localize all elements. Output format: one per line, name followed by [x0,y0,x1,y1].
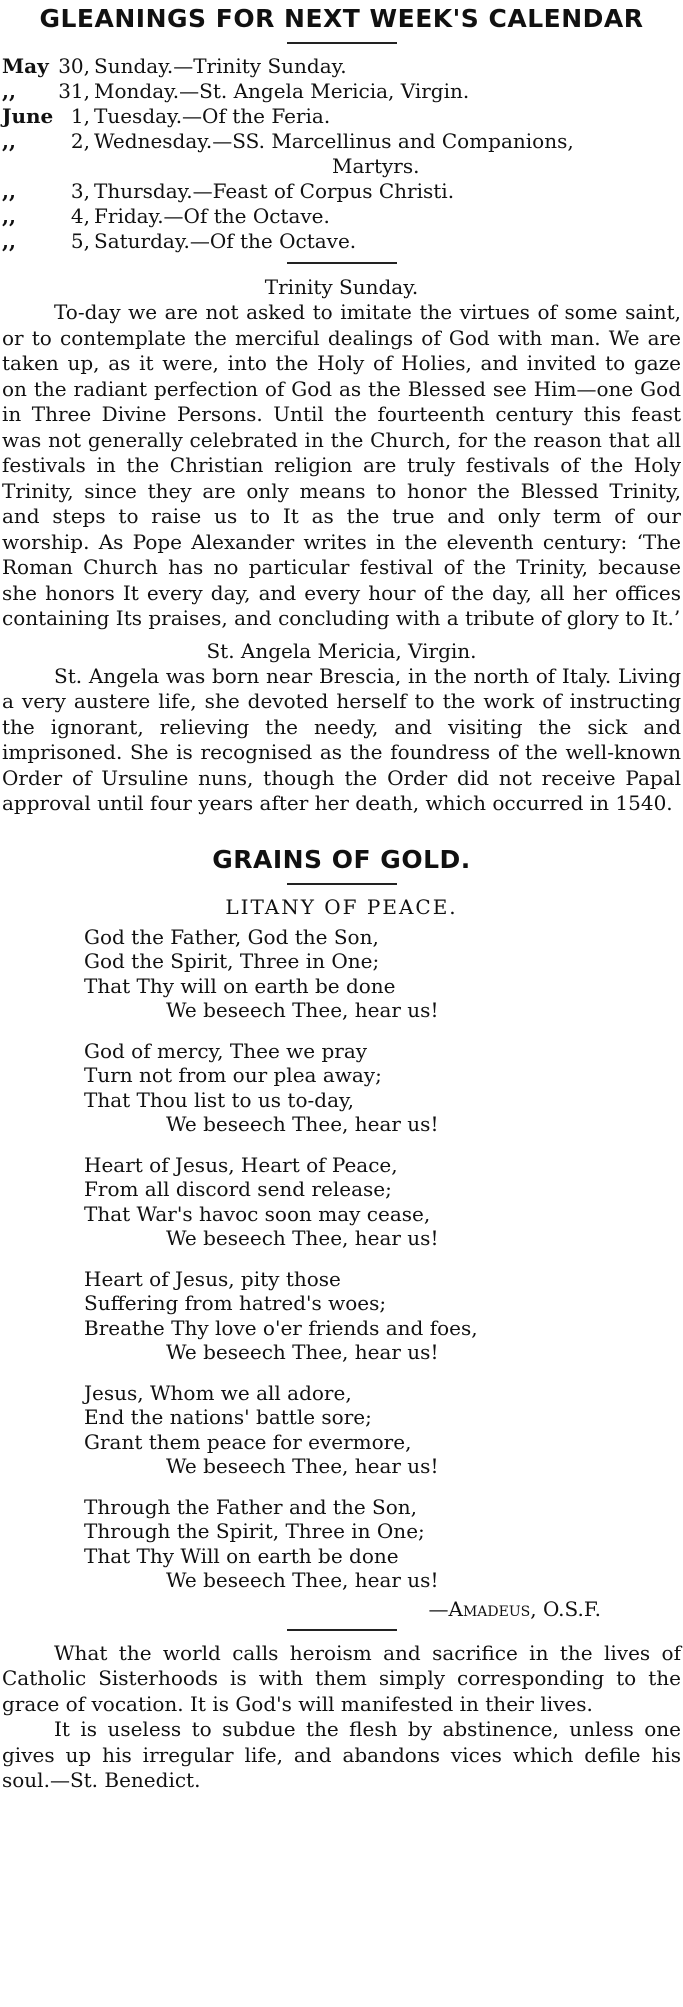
grains-heading: GRAINS OF GOLD. [212,844,471,874]
poem-line: Turn not from our plea away; [84,1063,382,1087]
calendar-text: Wednesday.—SS. Marcellinus and Companions, [94,129,574,153]
calendar-entry [2,179,681,204]
stanza [84,1381,681,1479]
calendar-text: Saturday.—Of the Octave. [94,229,357,253]
calendar-heading: GLEANINGS FOR NEXT WEEK'S CALENDAR [39,4,644,33]
calendar-month: May [2,54,49,78]
poem-refrain: We beseech Thee, hear us! [166,1454,439,1478]
calendar-month: ,, [2,179,16,203]
poem-line: Through the Father and the Son, [84,1494,418,1519]
calendar-entry [2,204,681,229]
poem-line: Through the Spirit, Three in One; [84,1519,425,1543]
stanza [84,1039,681,1137]
poem-line: That Thy will on earth be done [84,973,396,998]
calendar-day: 30, [58,54,90,78]
poem-refrain: We beseech Thee, hear us! [166,1568,439,1592]
calendar-entry-continuation [2,154,681,179]
divider [287,1629,397,1631]
poem-line: That Thy Will on earth be done [84,1543,399,1568]
calendar-month: June [2,104,54,128]
trinity-title: Trinity Sunday. [264,275,419,299]
grains-section [2,845,681,1621]
divider [287,262,397,264]
trinity-body: To-day we are not asked to imitate the virtues of some saint, or to contemplate the merciful dealings of God with man. We are taken up, as it were, into the Holy of Holies, and invited to gaze on the radiant perfection of God as the Blessed see Him—one God in Three Divine Persons. Until the fourteenth century this feast was not generally celebrated in the Church, for the reason that all festivals in the Christian religion are truly festivals of the Holy Trinity, since they are only means to honor the Blessed Trinity, and steps to raise us to It as the true and only term of our worship. As Pope Alexander writes in the eleventh century: ‘The Roman Church has no particular festival of the Trinity, because she honors It every day, and every hour of the day, all her offices containing Its praises, and concluding with a tribute of glory to It.’ [2,300,681,630]
column [0,4,683,1794]
calendar-entry [2,79,681,104]
poem-line: God of mercy, Thee we pray [84,1038,368,1063]
poem-line: Jesus, Whom we all adore, [84,1380,352,1405]
calendar-text: Tuesday.—Of the Feria. [94,104,331,128]
poem-line: From all discord send release; [84,1177,392,1201]
calendar-text: Monday.—St. Angela Mericia, Virgin. [94,79,470,103]
angela-title: St. Angela Mericia, Virgin. [206,638,477,663]
calendar-entry [2,104,681,129]
calendar-month: ,, [2,229,16,253]
stanza [84,1495,681,1593]
poem-refrain: We beseech Thee, hear us! [166,1112,439,1136]
poem-line: That Thou list to us to-day, [84,1087,354,1112]
stanza [84,925,681,1023]
closing-paragraph-1: What the world calls heroism and sacrifice in the lives of Catholic Sisterhoods is with them simply corresponding to the grace of vocation. It is God's will manifested in their lives. [2,1640,681,1716]
calendar-day: 31, [58,79,90,103]
poem-signature: —Amadeus, O.S.F. [428,1596,601,1621]
calendar-text: Thursday.—Feast of Corpus Christi. [94,179,455,203]
stanza [84,1267,681,1365]
poem-line: Grant them peace for evermore, [84,1429,412,1454]
calendar-text: Friday.—Of the Octave. [94,204,330,228]
calendar-day: 3, [70,179,90,203]
divider [287,42,397,44]
calendar-entry [2,54,681,79]
calendar-text: Sunday.—Trinity Sunday. [94,54,347,78]
calendar-list [2,54,681,254]
calendar-month: ,, [2,79,16,103]
poem-line: Breathe Thy love o'er friends and foes, [84,1315,478,1340]
poem-line: God the Spirit, Three in One; [84,949,380,973]
poem-line: Heart of Jesus, pity those [84,1266,341,1291]
calendar-day: 4, [70,204,90,228]
calendar-entry [2,129,681,154]
poem-refrain: We beseech Thee, hear us! [166,1226,439,1250]
poem-refrain: We beseech Thee, hear us! [166,1340,439,1364]
poem-line: Suffering from hatred's woes; [84,1291,387,1315]
poem-line: God the Father, God the Son, [84,924,379,949]
poem-line: That War's havoc soon may cease, [84,1201,431,1226]
poem-refrain: We beseech Thee, hear us! [166,998,439,1022]
closing-paragraph-2: It is useless to subdue the flesh by abstinence, unless one gives up his irregular life, and abandons vices which defile his soul.—St. Benedict. [2,1717,681,1792]
poem-line: Heart of Jesus, Heart of Peace, [84,1152,398,1177]
divider [287,883,397,885]
calendar-month: ,, [2,204,16,228]
stanza [84,1153,681,1251]
poem-line: End the nations' battle sore; [84,1405,372,1429]
angela-body: St. Angela was born near Brescia, in the north of Italy. Living a very austere life, she devoted herself to the work of instructing the ignorant, relieving the needy, and visiting the sick and imprisoned. She is recognised as the foundress of the well-known Order of Ursuline nuns, though the Order did not receive Papal approval until four years after her death, which occurred in 1540. [2,663,681,815]
calendar-entry [2,229,681,254]
litany-poem [2,925,681,1593]
litany-title: LITANY OF PEACE. [225,894,458,919]
calendar-text: Martyrs. [332,154,420,178]
calendar-day: 2, [70,129,90,153]
calendar-month: ,, [2,129,16,153]
calendar-day: 5, [70,229,90,253]
calendar-day: 1, [70,104,90,128]
